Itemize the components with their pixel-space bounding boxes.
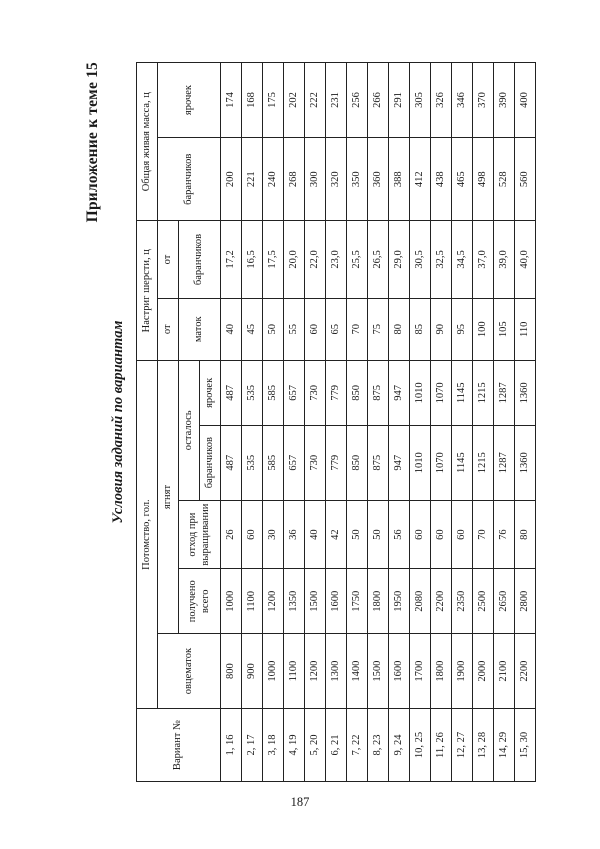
cell-variant: 5, 20 (305, 709, 326, 782)
cell-remaining-rams: 585 (263, 425, 284, 500)
cell-ewes: 2000 (473, 634, 494, 709)
cell-received: 2800 (515, 569, 536, 634)
cell-received: 2500 (473, 569, 494, 634)
cell-received: 1500 (305, 569, 326, 634)
cell-remaining-rams: 875 (368, 425, 389, 500)
cell-ewes: 1900 (452, 634, 473, 709)
cell-loss: 80 (515, 500, 536, 569)
cell-loss: 60 (431, 500, 452, 569)
cell-variant: 12, 27 (452, 709, 473, 782)
table-row (515, 63, 536, 782)
cell-received: 2350 (452, 569, 473, 634)
cell-variant: 7, 22 (347, 709, 368, 782)
cell-received: 1350 (284, 569, 305, 634)
cell-wool-ewes: 70 (347, 298, 368, 361)
cell-ewes: 800 (221, 634, 242, 709)
cell-received: 1800 (368, 569, 389, 634)
cell-ewes: 1500 (368, 634, 389, 709)
cell-remaining-ewes: 1287 (494, 361, 515, 426)
cell-variant: 9, 24 (389, 709, 410, 782)
cell-remaining-ewes: 585 (263, 361, 284, 426)
cell-remaining-ewes: 875 (368, 361, 389, 426)
cell-wool-rams: 39,0 (494, 221, 515, 298)
cell-received: 1200 (263, 569, 284, 634)
cell-weight-rams: 350 (347, 138, 368, 221)
cell-weight-ewes: 266 (368, 63, 389, 138)
cell-ewes: 900 (242, 634, 263, 709)
cell-remaining-ewes: 779 (326, 361, 347, 426)
cell-loss: 60 (410, 500, 431, 569)
cell-received: 1950 (389, 569, 410, 634)
cell-remaining-ewes: 657 (284, 361, 305, 426)
cell-remaining-ewes: 1145 (452, 361, 473, 426)
cell-received: 1600 (326, 569, 347, 634)
cell-loss: 60 (452, 500, 473, 569)
cell-variant: 6, 21 (326, 709, 347, 782)
cell-weight-rams: 221 (242, 138, 263, 221)
table-row (326, 63, 347, 782)
cell-ewes: 1400 (347, 634, 368, 709)
cell-wool-ewes: 95 (452, 298, 473, 361)
cell-remaining-rams: 1070 (431, 425, 452, 500)
table-row (305, 63, 326, 782)
cell-variant: 2, 17 (242, 709, 263, 782)
cell-remaining-rams: 779 (326, 425, 347, 500)
cell-weight-ewes: 390 (494, 63, 515, 138)
cell-weight-rams: 412 (410, 138, 431, 221)
cell-wool-rams: 29,0 (389, 221, 410, 298)
header-from-ram-lambs: баранчиков (179, 221, 221, 298)
cell-remaining-ewes: 730 (305, 361, 326, 426)
cell-weight-ewes: 231 (326, 63, 347, 138)
cell-wool-ewes: 105 (494, 298, 515, 361)
table-row (452, 63, 473, 782)
cell-wool-rams: 30,5 (410, 221, 431, 298)
cell-weight-ewes: 305 (410, 63, 431, 138)
cell-weight-ewes: 202 (284, 63, 305, 138)
header-from: от (158, 221, 179, 298)
cell-received: 1000 (221, 569, 242, 634)
header-ewes: овцематок (158, 634, 221, 709)
cell-remaining-ewes: 947 (389, 361, 410, 426)
cell-weight-rams: 560 (515, 138, 536, 221)
cell-weight-ewes: 256 (347, 63, 368, 138)
table-row (347, 63, 368, 782)
cell-wool-rams: 16,5 (242, 221, 263, 298)
cell-variant: 13, 28 (473, 709, 494, 782)
cell-ewes: 1800 (431, 634, 452, 709)
cell-weight-ewes: 174 (221, 63, 242, 138)
cell-wool-ewes: 50 (263, 298, 284, 361)
cell-wool-rams: 34,5 (452, 221, 473, 298)
cell-loss: 40 (305, 500, 326, 569)
cell-weight-rams: 268 (284, 138, 305, 221)
cell-weight-rams: 388 (389, 138, 410, 221)
cell-remaining-ewes: 535 (242, 361, 263, 426)
cell-wool-ewes: 65 (326, 298, 347, 361)
cell-wool-rams: 26,5 (368, 221, 389, 298)
cell-ewes: 1000 (263, 634, 284, 709)
appendix-heading: Приложение к теме 15 (84, 62, 101, 223)
cell-ewes: 2100 (494, 634, 515, 709)
cell-ewes: 1700 (410, 634, 431, 709)
cell-ewes: 1600 (389, 634, 410, 709)
cell-weight-rams: 320 (326, 138, 347, 221)
cell-remaining-rams: 1287 (494, 425, 515, 500)
rotated-page-content (84, 62, 530, 782)
cell-weight-ewes: 346 (452, 63, 473, 138)
table-row (242, 63, 263, 782)
table-row (431, 63, 452, 782)
cell-remaining-rams: 1360 (515, 425, 536, 500)
cell-weight-rams: 240 (263, 138, 284, 221)
cell-weight-rams: 528 (494, 138, 515, 221)
cell-remaining-rams: 487 (221, 425, 242, 500)
cell-remaining-ewes: 1010 (410, 361, 431, 426)
header-live-weight: Общая живая масса, ц (137, 63, 158, 221)
cell-weight-ewes: 400 (515, 63, 536, 138)
cell-weight-ewes: 326 (431, 63, 452, 138)
header-wool-yield: Настриг шерсти, ц (137, 221, 158, 361)
cell-weight-ewes: 168 (242, 63, 263, 138)
cell-wool-rams: 25,5 (347, 221, 368, 298)
cell-variant: 10, 25 (410, 709, 431, 782)
cell-loss: 60 (242, 500, 263, 569)
cell-wool-rams: 23,0 (326, 221, 347, 298)
table-subheading: Условия заданий по вариантам (110, 320, 126, 524)
table-row (221, 63, 242, 782)
cell-wool-ewes: 45 (242, 298, 263, 361)
cell-weight-ewes: 370 (473, 63, 494, 138)
cell-remaining-rams: 730 (305, 425, 326, 500)
cell-received: 1750 (347, 569, 368, 634)
cell-received: 1100 (242, 569, 263, 634)
cell-variant: 1, 16 (221, 709, 242, 782)
table-row (368, 63, 389, 782)
cell-remaining-rams: 657 (284, 425, 305, 500)
cell-wool-rams: 17,5 (263, 221, 284, 298)
header-lw-ram-lambs: баранчиков (158, 138, 221, 221)
table-body (221, 63, 536, 782)
cell-remaining-ewes: 487 (221, 361, 242, 426)
cell-remaining-ewes: 1070 (431, 361, 452, 426)
cell-weight-rams: 300 (305, 138, 326, 221)
cell-wool-ewes: 90 (431, 298, 452, 361)
cell-remaining-ewes: 850 (347, 361, 368, 426)
cell-wool-ewes: 80 (389, 298, 410, 361)
cell-loss: 50 (347, 500, 368, 569)
header-from-ewes: маток (179, 298, 221, 361)
table-row (494, 63, 515, 782)
cell-variant: 3, 18 (263, 709, 284, 782)
table-row (284, 63, 305, 782)
header-remaining-ewe-lambs: ярочек (200, 361, 221, 426)
cell-remaining-rams: 1010 (410, 425, 431, 500)
cell-variant: 14, 29 (494, 709, 515, 782)
table-row (389, 63, 410, 782)
cell-remaining-rams: 535 (242, 425, 263, 500)
cell-wool-ewes: 100 (473, 298, 494, 361)
cell-ewes: 2200 (515, 634, 536, 709)
page-number: 187 (290, 795, 310, 809)
cell-received: 2650 (494, 569, 515, 634)
table-row (410, 63, 431, 782)
table-header (137, 63, 221, 782)
header-loss-rearing: отход при выращивании (179, 500, 221, 569)
cell-wool-ewes: 40 (221, 298, 242, 361)
cell-wool-ewes: 75 (368, 298, 389, 361)
cell-weight-rams: 360 (368, 138, 389, 221)
header-variant: Вариант № (137, 709, 221, 782)
cell-variant: 4, 19 (284, 709, 305, 782)
header-remaining-ram-lambs: баранчиков (200, 425, 221, 500)
cell-weight-rams: 498 (473, 138, 494, 221)
cell-variant: 11, 26 (431, 709, 452, 782)
table-row (473, 63, 494, 782)
cell-wool-ewes: 85 (410, 298, 431, 361)
cell-remaining-ewes: 1360 (515, 361, 536, 426)
header-remaining: осталось (179, 361, 200, 501)
cell-weight-ewes: 222 (305, 63, 326, 138)
cell-loss: 42 (326, 500, 347, 569)
cell-wool-rams: 40,0 (515, 221, 536, 298)
cell-loss: 30 (263, 500, 284, 569)
cell-loss: 36 (284, 500, 305, 569)
header-lambs: ягнят (158, 361, 179, 634)
cell-wool-ewes: 110 (515, 298, 536, 361)
cell-variant: 8, 23 (368, 709, 389, 782)
cell-wool-rams: 22,0 (305, 221, 326, 298)
cell-weight-ewes: 175 (263, 63, 284, 138)
cell-weight-ewes: 291 (389, 63, 410, 138)
header-from: от (158, 298, 179, 361)
assignment-table (136, 62, 536, 782)
cell-remaining-rams: 1215 (473, 425, 494, 500)
cell-variant: 15, 30 (515, 709, 536, 782)
table-row (263, 63, 284, 782)
header-lw-ewe-lambs: ярочек (158, 63, 221, 138)
cell-wool-rams: 20,0 (284, 221, 305, 298)
cell-loss: 50 (368, 500, 389, 569)
cell-wool-rams: 17,2 (221, 221, 242, 298)
cell-wool-rams: 32,5 (431, 221, 452, 298)
cell-weight-rams: 200 (221, 138, 242, 221)
header-received-total: получено всего (179, 569, 221, 634)
cell-loss: 26 (221, 500, 242, 569)
cell-remaining-rams: 1145 (452, 425, 473, 500)
cell-ewes: 1300 (326, 634, 347, 709)
cell-loss: 56 (389, 500, 410, 569)
header-offspring: Потомство, гол. (137, 361, 158, 709)
cell-remaining-ewes: 1215 (473, 361, 494, 426)
cell-wool-ewes: 55 (284, 298, 305, 361)
cell-remaining-rams: 947 (389, 425, 410, 500)
cell-received: 2200 (431, 569, 452, 634)
cell-remaining-rams: 850 (347, 425, 368, 500)
cell-loss: 76 (494, 500, 515, 569)
cell-weight-rams: 465 (452, 138, 473, 221)
cell-loss: 70 (473, 500, 494, 569)
cell-wool-rams: 37,0 (473, 221, 494, 298)
cell-received: 2080 (410, 569, 431, 634)
cell-ewes: 1200 (305, 634, 326, 709)
cell-ewes: 1100 (284, 634, 305, 709)
cell-wool-ewes: 60 (305, 298, 326, 361)
cell-weight-rams: 438 (431, 138, 452, 221)
